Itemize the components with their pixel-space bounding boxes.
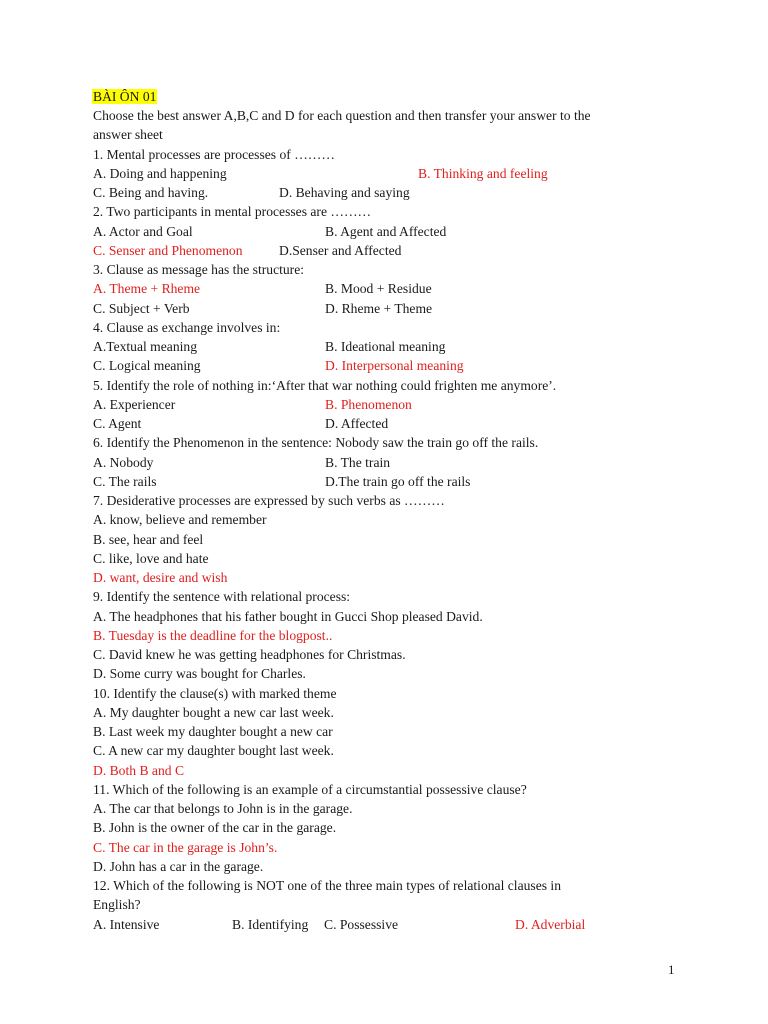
q7-option-c: C. like, love and hate <box>93 551 209 566</box>
page-title: BÀI ÔN 01 <box>93 89 157 104</box>
q5-row-1 <box>93 395 412 414</box>
q4-option-a: A.Textual meaning <box>93 339 197 354</box>
q12-option-c: C. Possessive <box>324 917 399 932</box>
q11-option-c: C. The car in the garage is John’s. <box>93 840 278 855</box>
q7-option-b: B. see, hear and feel <box>93 532 204 547</box>
question-7: 7. Desiderative processes are expressed by such verbs as ……… <box>93 493 445 508</box>
q5-row-2 <box>93 414 389 433</box>
q1-option-a: A. Doing and happening <box>93 166 227 181</box>
q11-option-b: B. John is the owner of the car in the garage. <box>93 820 337 835</box>
q5-option-b: B. Phenomenon <box>325 397 412 412</box>
q2-row-1 <box>93 222 447 241</box>
q2-option-b: B. Agent and Affected <box>325 224 447 239</box>
q1-option-c: C. Being and having. <box>93 185 209 200</box>
q6-row-2 <box>93 472 471 491</box>
q4-option-d: D. Interpersonal meaning <box>325 358 464 373</box>
q10-option-b: B. Last week my daughter bought a new car <box>93 724 333 739</box>
q6-option-c: C. The rails <box>93 474 157 489</box>
q4-option-c: C. Logical meaning <box>93 358 201 373</box>
q5-option-c: C. Agent <box>93 416 142 431</box>
instructions-line-1: Choose the best answer A,B,C and D for each question and then transfer your answer to the <box>93 108 591 123</box>
q3-row-2 <box>93 299 433 318</box>
q12-options-row <box>93 915 693 934</box>
q1-row-1 <box>93 164 548 183</box>
q2-option-d: D.Senser and Affected <box>279 243 402 258</box>
q3-row-1 <box>93 279 432 298</box>
q3-option-b: B. Mood + Residue <box>325 281 432 296</box>
q6-option-d: D.The train go off the rails <box>325 474 471 489</box>
q10-option-c: C. A new car my daughter bought last week. <box>93 743 334 758</box>
instructions-line-2: answer sheet <box>93 127 163 142</box>
q9-option-d: D. Some curry was bought for Charles. <box>93 666 306 681</box>
q6-option-b: B. The train <box>325 455 391 470</box>
q3-option-a: A. Theme + Rheme <box>93 281 201 296</box>
q10-option-a: A. My daughter bought a new car last week. <box>93 705 334 720</box>
q6-option-a: A. Nobody <box>93 455 154 470</box>
q4-option-b: B. Ideational meaning <box>325 339 446 354</box>
question-12-line-2: English? <box>93 897 141 912</box>
q9-option-b: B. Tuesday is the deadline for the blogpost.. <box>93 628 333 643</box>
q3-option-c: C. Subject + Verb <box>93 301 190 316</box>
q1-option-d: D. Behaving and saying <box>279 185 410 200</box>
q2-row-2 <box>93 241 402 260</box>
question-12-line-1: 12. Which of the following is NOT one of the three main types of relational clauses in <box>93 878 561 893</box>
q12-option-d: D. Adverbial <box>515 917 586 932</box>
q11-option-d: D. John has a car in the garage. <box>93 859 264 874</box>
q1-option-b: B. Thinking and feeling <box>418 166 548 181</box>
q6-row-1 <box>93 453 391 472</box>
q4-row-1 <box>93 337 446 356</box>
page-number: 1 <box>668 962 675 977</box>
q9-option-c: C. David knew he was getting headphones for Christmas. <box>93 647 406 662</box>
question-3: 3. Clause as message has the structure: <box>93 262 305 277</box>
q3-option-d: D. Rheme + Theme <box>325 301 433 316</box>
q10-option-d: D. Both B and C <box>93 763 185 778</box>
q9-option-a: A. The headphones that his father bought in Gucci Shop pleased David. <box>93 609 483 624</box>
question-2: 2. Two participants in mental processes are ……… <box>93 204 372 219</box>
question-1: 1. Mental processes are processes of ……… <box>93 147 335 162</box>
question-4: 4. Clause as exchange involves in: <box>93 320 281 335</box>
q5-option-a: A. Experiencer <box>93 397 176 412</box>
q11-option-a: A. The car that belongs to John is in the garage. <box>93 801 353 816</box>
question-10: 10. Identify the clause(s) with marked theme <box>93 686 337 701</box>
q12-option-b: B. Identifying <box>232 917 309 932</box>
page-title-line <box>93 87 157 106</box>
q4-row-2 <box>93 356 464 375</box>
question-6: 6. Identify the Phenomenon in the sentence: Nobody saw the train go off the rails. <box>93 435 539 450</box>
q1-row-2 <box>93 183 410 202</box>
question-5: 5. Identify the role of nothing in:‘After that war nothing could frighten me anymore’. <box>93 378 557 393</box>
q7-option-d: D. want, desire and wish <box>93 570 228 585</box>
question-9: 9. Identify the sentence with relational process: <box>93 589 351 604</box>
question-11: 11. Which of the following is an example of a circumstantial possessive clause? <box>93 782 527 797</box>
q2-option-a: A. Actor and Goal <box>93 224 193 239</box>
q2-option-c: C. Senser and Phenomenon <box>93 243 243 258</box>
q7-option-a: A. know, believe and remember <box>93 512 267 527</box>
q5-option-d: D. Affected <box>325 416 389 431</box>
q12-option-a: A. Intensive <box>93 917 160 932</box>
